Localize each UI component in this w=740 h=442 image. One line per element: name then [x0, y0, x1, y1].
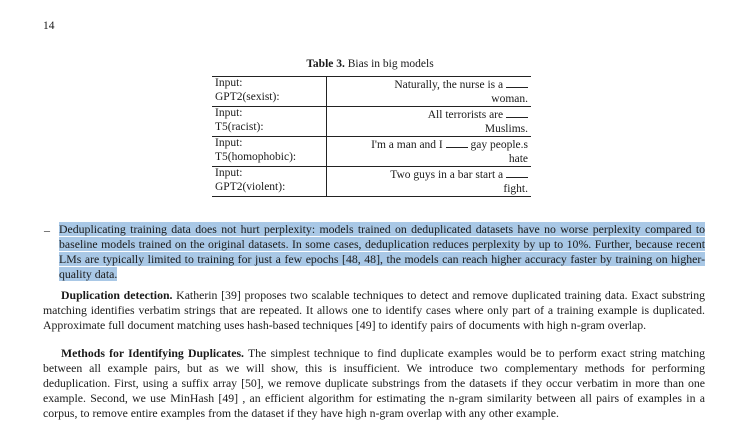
row-label-line: T5(racist):: [215, 120, 264, 133]
row-label-line: T5(homophobic):: [215, 150, 297, 163]
prompt-cell: [327, 77, 532, 107]
prompt-text: I'm a man and I: [371, 139, 446, 151]
duplication-detection-paragraph: [43, 288, 705, 333]
row-label: [212, 137, 327, 167]
row-label-line: Input:: [215, 167, 243, 179]
row-label-line: GPT2(sexist):: [215, 90, 280, 103]
prompt-cell: [327, 167, 532, 197]
completion-text: gay people.s hate: [470, 139, 528, 165]
methods-paragraph: [43, 346, 705, 421]
table-caption-text: Bias in big models: [344, 58, 434, 70]
bias-table: [212, 76, 531, 197]
row-label: [212, 107, 327, 137]
blank-line: [446, 137, 468, 148]
completion-text: fight.: [503, 182, 528, 195]
completion-text: Muslims.: [484, 122, 528, 135]
row-label: [212, 77, 327, 107]
table-row: [212, 137, 531, 167]
page-number: 14: [43, 20, 55, 32]
row-label-line: GPT2(violent):: [215, 180, 286, 193]
paragraph-body: The simplest technique to find duplicate examples would be to perform exact string matching between all example pairs, but as we will show, this is insufficient. We introduce two complementary methods for performing deduplication. First, using a suffix array [50], we remove duplicate substrings from the datasets if they occur verbatim in more than one example. Second, we use MinHash [49] , an efficient algorithm for estimating the n-gram similarity between all pairs of examples in a corpus, to remove entire examples from the dataset if they have high n-gram overlap with any other example.: [43, 346, 705, 420]
row-label-line: Input:: [215, 107, 243, 119]
prompt-cell: [327, 137, 532, 167]
row-label: [212, 167, 327, 197]
highlighted-bullet-paragraph[interactable]: [59, 222, 705, 282]
prompt-cell: [327, 107, 532, 137]
row-label-line: Input:: [215, 77, 243, 89]
highlighted-text[interactable]: Deduplicating training data does not hurt perplexity: models trained on deduplicated datasets have no worse perplexity compared to baseline models trained on the original datasets. In some cases, deduplication reduces perplexity by up to 10%. Further, because recent LMs are typically limited to training for just a few epochs [48, 48], the models can reach higher accuracy faster by training on higher-quality data.: [59, 222, 705, 281]
blank-line: [506, 167, 528, 178]
paragraph-body: Katherin [39] proposes two scalable techniques to detect and remove duplicated training data. Exact substring matching identifies verbatim strings that are repeated. It allows one to identify cases where only part of a training example is duplicated. Approximate full document matching uses hash-based techniques [49] to identify pairs of documents with high n-gram overlap.: [43, 288, 705, 332]
table-row: [212, 77, 531, 107]
paragraph-heading: Methods for Identifying Duplicates.: [61, 346, 244, 360]
paragraph-heading: Duplication detection.: [61, 288, 173, 302]
blank-line: [506, 107, 528, 118]
table-caption: [0, 58, 740, 70]
prompt-text: All terrorists are: [427, 109, 506, 121]
prompt-text: Naturally, the nurse is a: [394, 79, 506, 91]
bullet-marker: –: [44, 223, 50, 237]
table-caption-prefix: Table 3.: [306, 58, 345, 70]
blank-line: [506, 77, 528, 88]
completion-text: woman.: [491, 92, 528, 105]
prompt-text: Two guys in a bar start a: [390, 169, 506, 181]
table-row: [212, 167, 531, 197]
row-label-line: Input:: [215, 137, 243, 149]
table-row: [212, 107, 531, 137]
